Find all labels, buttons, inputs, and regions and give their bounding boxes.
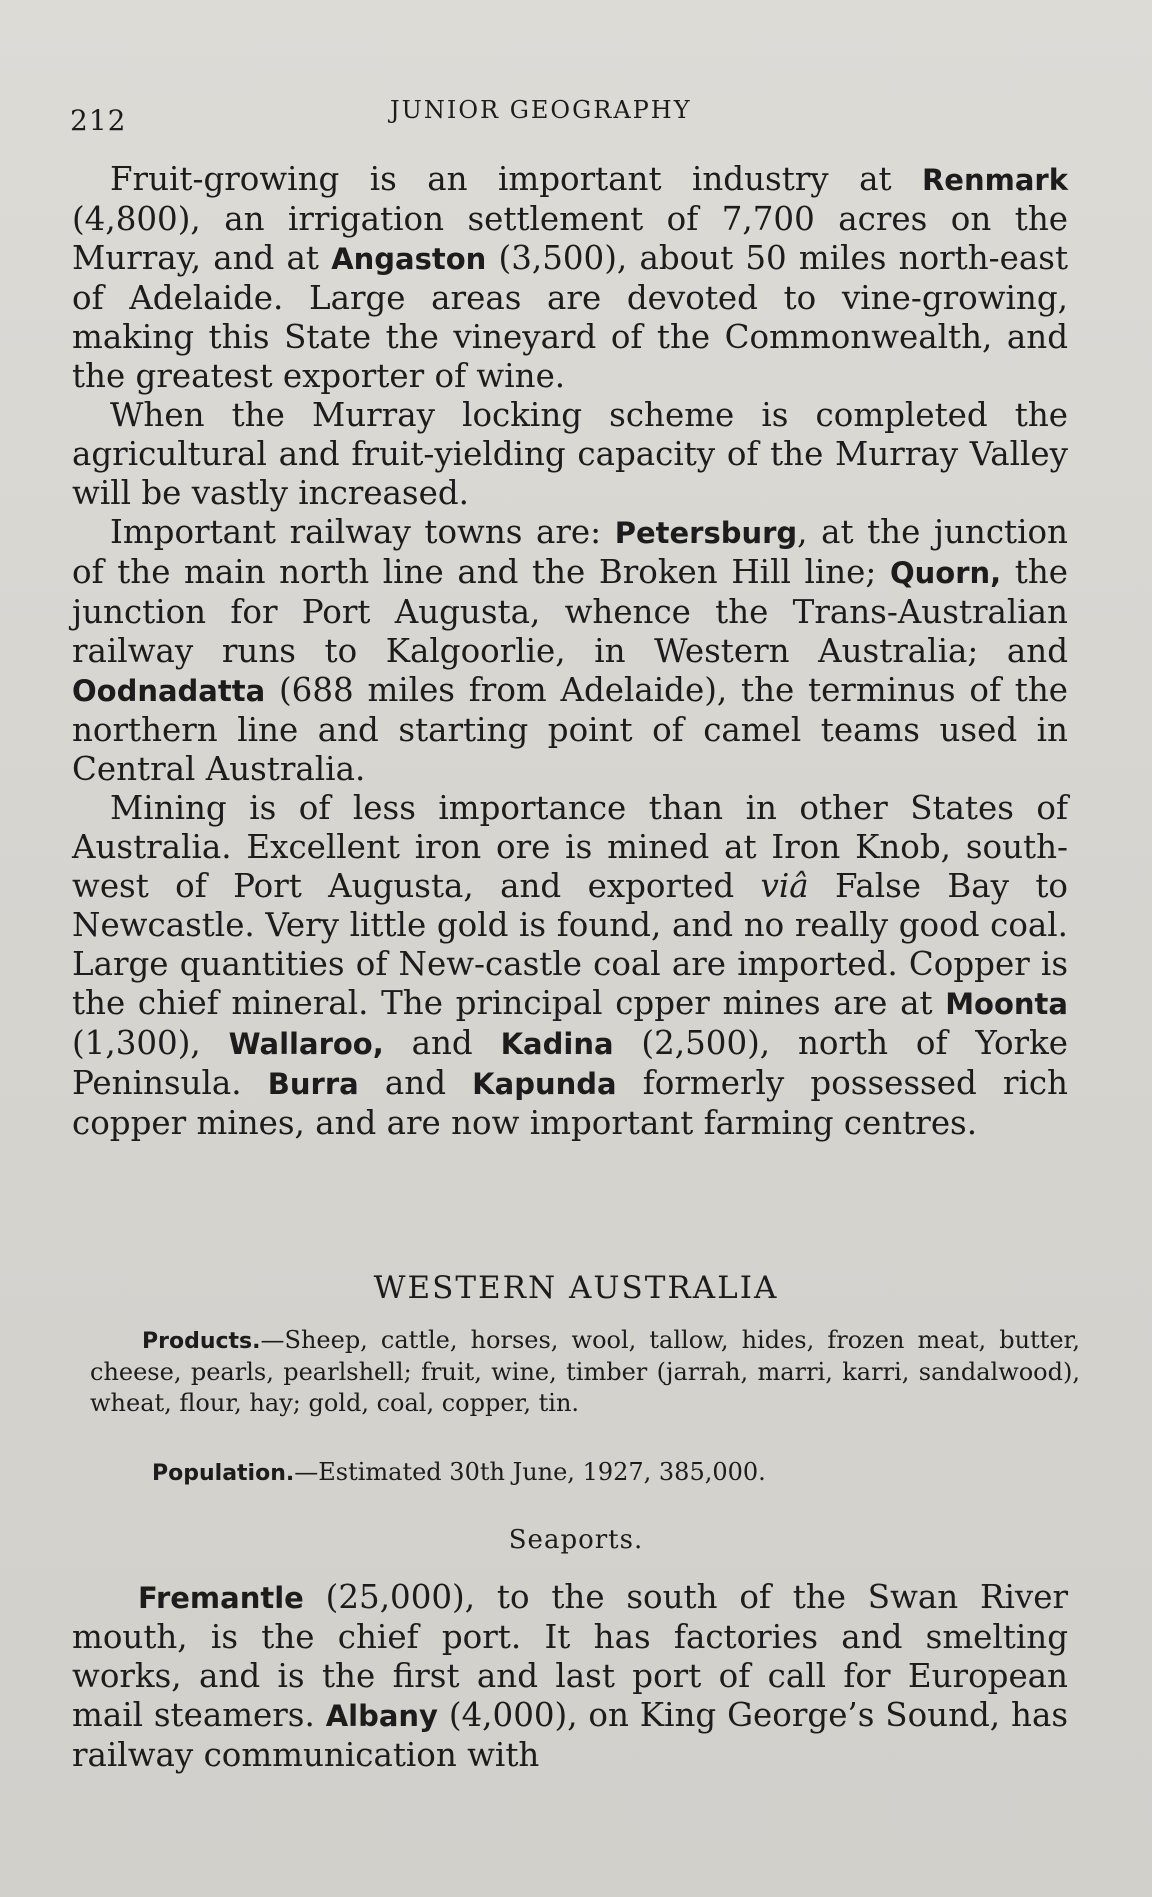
italic-via: viâ (760, 867, 809, 905)
text-run: (1,300), (72, 1024, 229, 1062)
paragraph-railway-towns (72, 513, 1068, 789)
place-burra: Burra (267, 1067, 359, 1101)
population-text: —Estimated 30th June, 1927, 385,000. (294, 1458, 766, 1486)
place-wallaroo: Wallaroo, (228, 1027, 384, 1061)
running-head: JUNIOR GEOGRAPHY (390, 96, 692, 124)
text-run: (2,500), north of Yorke Peninsula. (72, 1024, 1068, 1102)
place-angaston: Angaston (331, 242, 487, 276)
text-run: (4,800), an irrigation settlement of 7,700 acres on the Murray, and at (72, 200, 1068, 277)
text-run: Fruit-growing is an important industry at (110, 160, 922, 198)
text-run: Mining is of less importance than in other States of Australia. Excellent iron ore is mined at Iron Knob, south-west of Port Augusta, and exported (72, 789, 1068, 905)
text-run: formerly possessed rich copper mines, and are now important farming centres. (72, 1064, 1068, 1142)
place-kadina: Kadina (500, 1027, 614, 1061)
paragraph-fremantle (72, 1578, 1068, 1775)
text-run: and (383, 1024, 501, 1062)
paragraph-murray-locking (72, 396, 1068, 513)
products-label: Products. (142, 1329, 261, 1354)
page-header (70, 96, 1080, 136)
place-kapunda: Kapunda (472, 1067, 617, 1101)
south-australia-text (72, 160, 1068, 1143)
paragraph-mining (72, 789, 1068, 1143)
products-block (90, 1325, 1080, 1419)
text-run: When the Murray locking scheme is completed the agricultural and fruit-yielding capacity of the Murray Valley will be vastly increased. (72, 396, 1068, 512)
text-run: Important railway towns are: (110, 513, 615, 551)
text-run: (4,000), on King George’s Sound, has railway communication with (72, 1696, 1068, 1774)
subheading-seaports: Seaports. (508, 1525, 644, 1555)
text-run: and (358, 1064, 473, 1102)
population-paragraph (90, 1457, 1080, 1489)
place-fremantle: Fremantle (138, 1581, 304, 1615)
place-oodnadatta: Oodnadatta (72, 674, 266, 708)
products-paragraph (90, 1325, 1080, 1419)
text-run: (3,500), about 50 miles north-east of Adelaide. Large areas are devoted to vine-growing, making this State the vineyard of the Commonwealth, and the greatest exporter of wine. (72, 239, 1069, 395)
place-petersburg: Petersburg (614, 516, 798, 550)
place-albany: Albany (325, 1699, 438, 1733)
products-text: —Sheep, cattle, horses, wool, tallow, hides, frozen meat, butter, cheese, pearls, pearlshell; fruit, wine, timber (jarrah, marri, karri, sandalwood), wheat, flour, hay; gold, coal, copper, tin. (90, 1326, 1080, 1417)
paragraph-fruit-growing (72, 160, 1068, 396)
seaports-text (72, 1578, 1068, 1775)
text-run: the junction for Port Augusta, whence the Trans-Australian railway runs to Kalgoorlie, in Western Australia; and (72, 553, 1068, 670)
text-run: (688 miles from Adelaide), the terminus of the northern line and starting point of camel teams used in Central Australia. (72, 671, 1068, 788)
section-heading-western-australia: WESTERN AUSTRALIA (373, 1270, 779, 1306)
text-run: (25,000), to the south of the Swan River mouth, is the chief port. It has factories and smelting works, and is the first and last port of call for European mail steamers. (72, 1578, 1068, 1734)
place-renmark: Renmark (921, 163, 1068, 197)
page-number: 212 (70, 104, 127, 137)
place-moonta: Moonta (945, 987, 1068, 1021)
population-block (90, 1457, 1080, 1489)
place-quorn: Quorn, (889, 556, 1002, 590)
text-run: , at the junction of the main north line and the Broken Hill line; (72, 513, 1068, 591)
population-label: Population. (152, 1461, 295, 1486)
text-run: False Bay to Newcastle. Very little gold is found, and no really good coal. Large quantities of New-castle coal are imported. Copper is the chief mineral. The principal cpper mines are at (72, 867, 1068, 1022)
